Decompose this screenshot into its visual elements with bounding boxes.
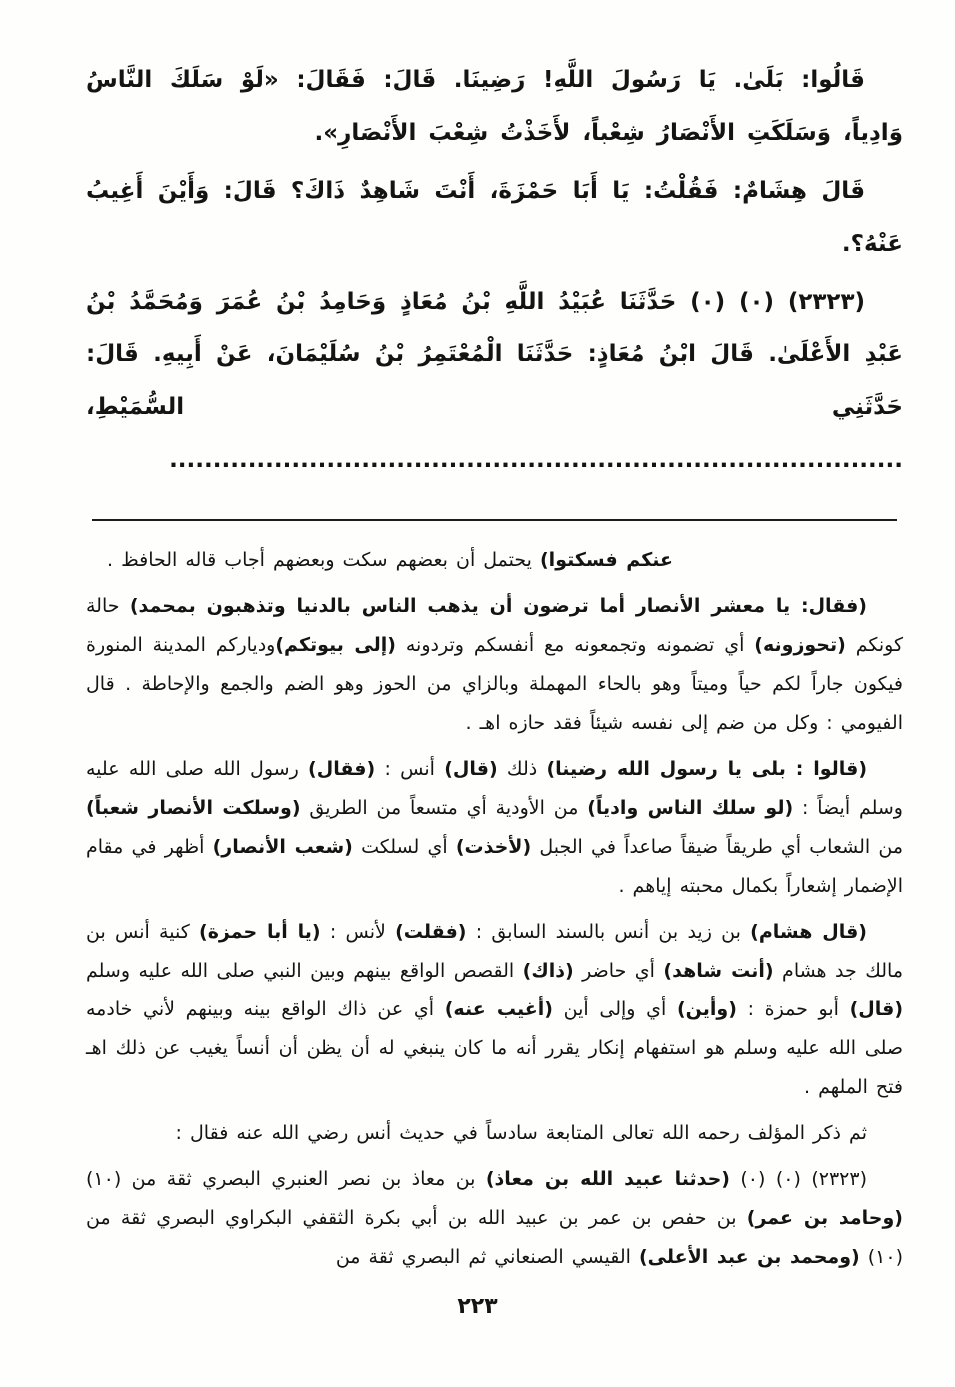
matn-paragraph	[86, 276, 903, 488]
body-text: من الأودية أي متسعاً من الطريق	[300, 796, 588, 819]
body-text: بن حفص بن عمر بن عبيد الله بن أبي بكرة الثقفي البكراوي البصري ثقة من (١٠)	[86, 1207, 903, 1269]
lemma-bold-text: قَالَ هِشَامٌ: فَقُلْتُ: يَا أَبَا حَمْزَةَ، أَنْتَ شَاهِدٌ ذَاكَ؟ قَالَ: وَأَيْنَ أَغِيبُ عَنْهُ؟.	[86, 177, 903, 257]
body-text: حالة كونكم	[86, 595, 904, 656]
commentary-paragraph	[86, 1160, 903, 1277]
commentary-paragraph	[86, 1114, 903, 1153]
body-text: أي حاضر	[573, 959, 664, 982]
lemma-bold-text: (فقلت)	[395, 920, 467, 943]
lemma-bold-text: (أنت شاهد)	[663, 959, 774, 982]
body-text: بن معاذ بن نصر العنبري البصري ثقة من (١٠)	[86, 1168, 486, 1191]
body-text: القيسي الصنعاني ثم البصري ثقة من	[335, 1246, 639, 1269]
body-text: أظهر في مقام الإضمار إشعاراً بكمال محبته إياهم .	[86, 835, 903, 897]
body-text: أنس :	[375, 757, 445, 780]
commentary-paragraph	[86, 913, 903, 1108]
lemma-bold-text: (وحامد بن عمر)	[746, 1207, 903, 1230]
lemma-bold-text: (فقال)	[308, 757, 376, 780]
lemma-bold-text: (قال)	[849, 998, 904, 1021]
commentary-paragraph	[86, 541, 903, 580]
lemma-bold-text: (فقال: يا معشر الأنصار أما ترضون أن يذهب الناس بالدنيا وتذهبون بمحمد)	[129, 595, 867, 618]
lemma-bold-text: (ذاك)	[522, 959, 574, 982]
body-text: ودياركم المدينة المنورة فيكون جاراً لكم حياً وميتاً وهو بالحاء المهملة وبالزاي من الحوز وهو الضم والجمع والإحاطة . قال الفيومي : وكل من ضم إلى نفسه شيئاً فقد حازه اهـ .	[86, 634, 903, 734]
lemma-bold-text: (لو سلك الناس وادياً)	[587, 796, 794, 819]
lemma-bold-text: (٢٣٢٣) (٠) (٠) حَدَّثَنَا عُبَيْدُ اللَّهِ بْنُ مُعَاذٍ وَحَامِدُ بْنُ عُمَرَ وَمُحَمَّدُ بْنُ عَبْدِ الأَعْلَىٰ. قَالَ ابْنُ مُعَاذٍ: حَدَّثَنَا الْمُعْتَمِرُ بْنُ سُلَيْمَانَ، عَنْ أَبِيهِ. قَالَ: حَدَّثَنِي السُّمَيْطِ، ....................................................................................	[86, 288, 903, 474]
lemma-bold-text: (قال هشام)	[750, 920, 867, 943]
body-text: أي عن ذاك الواقع بينه وبينهم لأني خادمه صلى الله عليه وسلم هو استفهام إنكار يقرر أنه ما كان ينبغي له أن يظن أن أنساً يغيب عن ذلك اهـ فتح الملهم .	[86, 998, 903, 1099]
lemma-bold-text: عنكم فسكتوا)	[540, 549, 673, 572]
lemma-bold-text: (أغيب عنه)	[444, 998, 553, 1021]
commentary-paragraph	[86, 750, 903, 906]
body-text: أي وإلى أين	[552, 998, 677, 1021]
lemma-bold-text: (شعب الأنصار)	[212, 835, 353, 858]
body-text: ثم ذكر المؤلف رحمه الله تعالى المتابعة سادساً في حديث أنس رضي الله عنه فقال :	[175, 1122, 867, 1145]
lemma-bold-text: (ومحمد بن عبد الأعلى)	[638, 1246, 860, 1269]
matn-paragraph	[86, 165, 903, 271]
body-text: كنية أنس بن مالك جد هشام	[86, 920, 904, 982]
body-text: يحتمل أن بعضهم سكت وبعضهم أجاب قاله الحافظ .	[107, 549, 540, 572]
lemma-bold-text: قَالُوا: بَلَىٰ. يَا رَسُولَ اللَّهِ! رَضِينَا. قَالَ: فَقَالَ: «لَوْ سَلَكَ النَّاسُ وَادِياً، وَسَلَكَتِ الأَنْصَارُ شِعْباً، لأَخَذْتُ شِعْبَ الأَنْصَارِ».	[86, 67, 903, 146]
body-text: أبو حمزة :	[736, 998, 850, 1021]
body-text: أي تضمونه وتجمعونه مع أنفسكم وتردونه	[395, 634, 755, 656]
body-text: لأنس :	[320, 920, 396, 943]
lemma-bold-text: (قالوا : بلى يا رسول الله رضينا)	[546, 757, 868, 780]
body-text: رسول الله صلى الله عليه وسلم أيضاً :	[86, 757, 903, 819]
lemma-bold-text: (إلى بيوتكم)	[275, 634, 396, 656]
lemma-bold-text: (تحوزونه)	[754, 634, 846, 656]
commentary-section	[86, 541, 903, 1277]
commentary-paragraph	[86, 587, 903, 743]
lemma-bold-text: (لأخذت)	[455, 835, 532, 858]
body-text: ذلك	[497, 757, 547, 780]
lemma-bold-text: (يا أبا حمزة)	[199, 920, 321, 943]
lemma-bold-text: (وسلكت الأنصار شعباً)	[86, 796, 301, 819]
body-text: من الشعاب أي طريقاً ضيقاً صاعداً في الجبل	[531, 835, 904, 858]
hadith-matn-section	[86, 54, 903, 487]
body-text: القصص الواقع بينهم وبين النبي صلى الله عليه وسلم	[86, 959, 523, 982]
section-divider	[92, 519, 897, 521]
body-text: بن زيد بن أنس بالسند السابق :	[466, 920, 751, 943]
body-text: (٢٣٢٣) (٠) (٠)	[729, 1168, 868, 1191]
body-text: أي لسلكت	[352, 835, 456, 858]
page-number: ٢٢٣	[457, 1294, 498, 1319]
matn-paragraph	[86, 54, 903, 160]
lemma-bold-text: (وأين)	[676, 998, 737, 1021]
lemma-bold-text: (حدثنا عبيد الله بن معاذ)	[485, 1168, 730, 1191]
lemma-bold-text: (قال)	[444, 757, 498, 780]
